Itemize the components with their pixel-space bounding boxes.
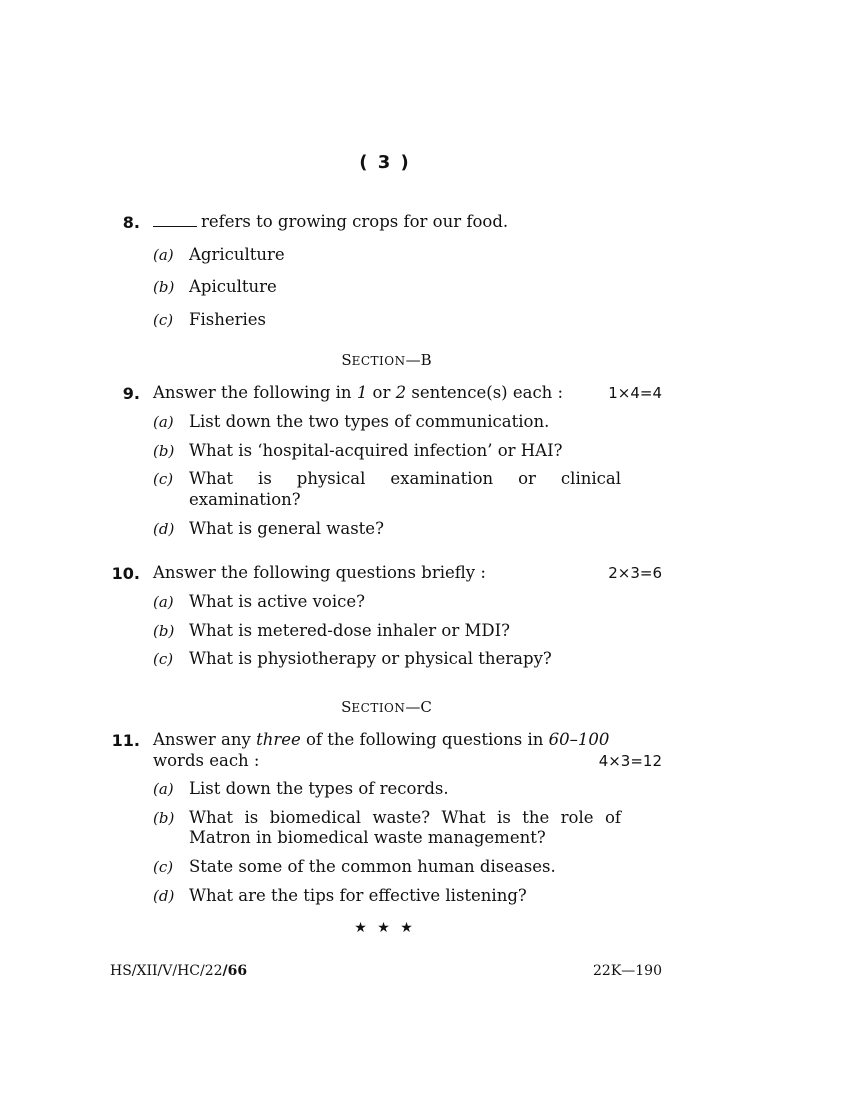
marks: 1×4=4 xyxy=(608,384,662,402)
option-label: (a) xyxy=(153,780,174,798)
option-text: Agriculture xyxy=(189,245,285,264)
option-text: What are the tips for effective listening? xyxy=(189,886,527,905)
footer-code-right: 22K—190 xyxy=(593,963,662,979)
option-label: (b) xyxy=(153,809,175,827)
option-text: What is physical examination or clinical xyxy=(189,469,621,488)
option-text: Fisheries xyxy=(189,310,266,329)
question-number: 11. xyxy=(111,731,140,750)
question-number: 10. xyxy=(111,564,140,583)
option-text: State some of the common human diseases. xyxy=(189,857,556,876)
option-label: (a) xyxy=(153,246,174,264)
option-label: (b) xyxy=(153,622,175,640)
option-label: (c) xyxy=(153,858,174,876)
option-label: (c) xyxy=(153,650,174,668)
end-stars: ★ ★ ★ xyxy=(354,920,416,936)
option-text: What is ‘hospital-acquired infection’ or HAI? xyxy=(189,441,563,460)
option-label: (a) xyxy=(153,413,174,431)
option-text-continued: Matron in biomedical waste management? xyxy=(189,828,546,847)
marks: 2×3=6 xyxy=(608,564,662,582)
option-label: (b) xyxy=(153,278,175,296)
page-number: ( 3 ) xyxy=(359,152,411,173)
question-stem-continued: words each : xyxy=(153,751,260,770)
option-text-continued: examination? xyxy=(189,490,301,509)
fill-in-blank xyxy=(153,214,197,227)
section-heading: SECTION—B xyxy=(341,351,432,369)
question-number: 8. xyxy=(122,213,140,232)
option-text: What is general waste? xyxy=(189,519,384,538)
option-text: List down the two types of communication. xyxy=(189,412,550,431)
option-text: Apiculture xyxy=(189,277,277,296)
question-text: refers to growing crops for our food. xyxy=(201,212,509,231)
option-text: What is biomedical waste? What is the role of xyxy=(189,808,621,827)
section-heading: SECTION—C xyxy=(341,698,432,716)
option-text: What is metered-dose inhaler or MDI? xyxy=(189,621,510,640)
marks: 4×3=12 xyxy=(598,752,662,770)
option-label: (d) xyxy=(153,887,175,905)
question-number: 9. xyxy=(122,384,140,403)
question-stem xyxy=(153,212,508,231)
footer-code-left: HS/XII/V/HC/22/66 xyxy=(110,963,248,979)
option-text: What is physiotherapy or physical therapy? xyxy=(189,649,552,668)
option-label: (d) xyxy=(153,520,175,538)
option-label: (b) xyxy=(153,442,175,460)
option-label: (c) xyxy=(153,470,174,488)
option-text: List down the types of records. xyxy=(189,779,449,798)
question-stem: Answer any three of the following questions in 60–100 xyxy=(153,730,610,749)
option-text: What is active voice? xyxy=(189,592,365,611)
question-stem: Answer the following questions briefly : xyxy=(153,563,486,582)
option-label: (c) xyxy=(153,311,174,329)
question-stem: Answer the following in 1 or 2 sentence(s) each : xyxy=(153,383,564,402)
option-label: (a) xyxy=(153,593,174,611)
